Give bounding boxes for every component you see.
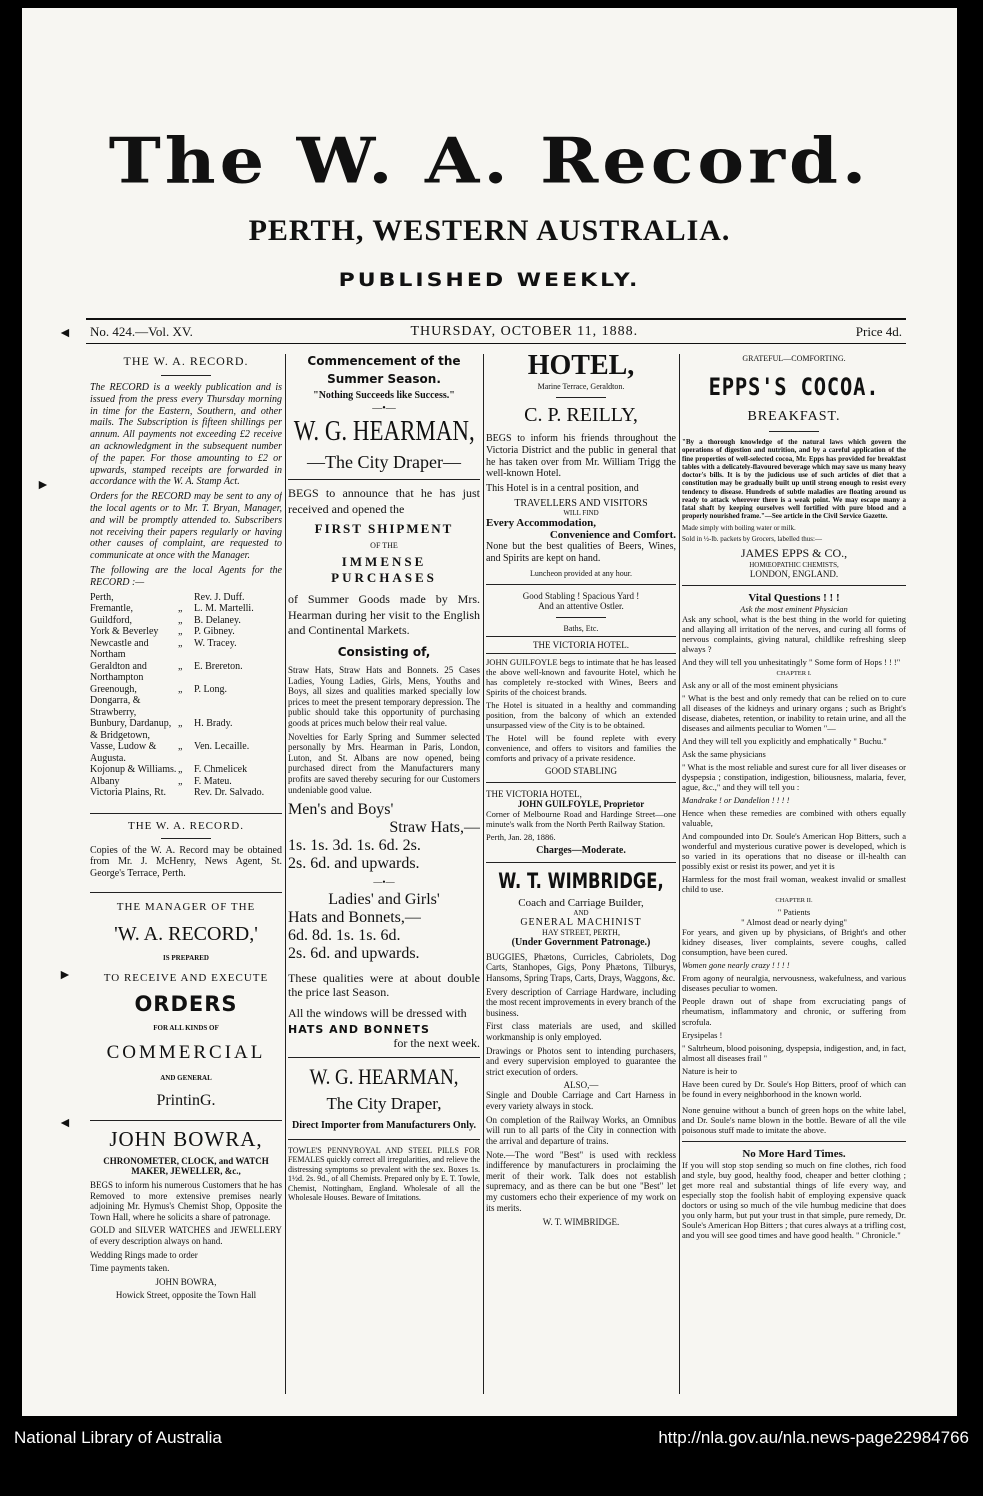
column-rule xyxy=(285,354,286,1394)
stabling: Good Stabling ! Spacious Yard ! xyxy=(522,590,640,601)
margin-mark: ◄ xyxy=(58,326,72,341)
reilly-name: C. P. REILLY, xyxy=(524,404,638,426)
victoria-address: Corner of Melbourne Road and Hardinge Street—one minute's walk from the North Perth Railway Station. xyxy=(486,808,676,829)
divider xyxy=(486,653,676,654)
london-england: LONDON, ENGLAND. xyxy=(749,569,839,579)
wimbridge-para-2: Every description of Carriage Hardware, including the most recent improvements in every branch of the business. xyxy=(486,986,676,1018)
hearman-para-2: of Summer Goods made by Mrs. Hearman during her visit to the English and Continental Markets. xyxy=(288,592,480,638)
manager-line-5: ORDERS xyxy=(134,991,238,1016)
of-the: OF THE xyxy=(370,541,398,551)
divider xyxy=(90,892,282,893)
hats-and-bonnets: HATS AND BONNETS xyxy=(288,1022,430,1036)
margin-mark: ► xyxy=(58,968,72,983)
divider xyxy=(486,584,676,585)
hearman-para-6: All the windows will be dressed with xyxy=(288,1005,467,1020)
wimbridge-para-3: First class materials are used, and skilled workmanship is only employed. xyxy=(486,1021,676,1043)
epps-cocoa: EPPS'S COCOA. xyxy=(708,373,880,401)
divider xyxy=(486,862,676,863)
hop-para-1: Ask any school, what is the best thing in the world for quieting and allaying all irritation of the nerves, and curing all forms of nervous complaints, giving natural, childlike refreshing sleep always ? xyxy=(682,614,906,655)
agent-row: York & Beverley „ P. Gibney. xyxy=(90,626,235,638)
column-1 xyxy=(90,348,282,1398)
divider xyxy=(288,1057,480,1058)
hop-para-17: People drawn out of shape from excruciating pangs of rheumatism, inflammatory and chronic, or suffering from scrofula. xyxy=(682,996,906,1027)
hop-para-2: And they will tell you unhesitatingly " Some form of Hops ! ! !" xyxy=(682,657,901,668)
hop-para-11: Harmless for the most frail woman, weakest invalid or smallest child to use. xyxy=(682,874,906,895)
bowra-para-4: Time payments taken. xyxy=(90,1263,170,1274)
manager-line-2: 'W. A. RECORD,' xyxy=(114,922,258,945)
bowra-name: JOHN BOWRA, xyxy=(109,1126,263,1151)
manager-line-6: FOR ALL KINDS OF xyxy=(153,1023,219,1032)
column-3 xyxy=(486,348,676,1398)
ladies-hats-2: Hats and Bonnets,— xyxy=(288,909,421,927)
and: AND xyxy=(573,908,589,917)
hearman-draper-2: The City Draper, xyxy=(326,1093,442,1113)
hotel-heading: HOTEL, xyxy=(527,350,635,381)
hearman-para-4: Novelties for Early Spring and Summer selected personally by Mrs. Hearman in Paris, London, Luton, and St. Albans are now opened, being purchased direct from the Manufacturers many profits are saved thereby securing for our Customers undeniable good value. xyxy=(288,731,480,795)
hay-street: HAY STREET, PERTH, xyxy=(542,927,620,937)
chapter-1: CHAPTER I. xyxy=(776,670,812,678)
wimbridge-para-4: Drawings or Photos sent to intending purchasers, and every supervision employed to guarantee the strict execution of orders. xyxy=(486,1045,676,1077)
hop-para-19: " Saltrheum, blood poisoning, dyspepsia, indigestion, and, in fact, almost all diseases frail " xyxy=(682,1042,906,1063)
divider xyxy=(288,479,480,480)
bowra-signature: JOHN BOWRA, xyxy=(155,1276,217,1287)
epps-para-1: "By a thorough knowledge of the natural laws which govern the operations of digestion and nutrition, and by a careful application of the fine properties of well-selected cocoa, Mr. Epps has provided for breakfast tables with a delicately-flavoured beverage which may save us many heavy doctor's bills. It is by the judicious use of such articles of diet that a constitution may be gradually built up until strong enough to resist every tendency to disease. Hundreds of subtle maladies are floating around us ready to attack wherever there is a weak point. We may escape many a fatal shaft by keeping ourselves well fortified with pure blood and a properly nourished frame."—See article in the Civil Service Gazette. xyxy=(682,438,906,521)
margin-mark: ► xyxy=(36,478,50,493)
archive-name: National Library of Australia xyxy=(14,1428,222,1447)
record-heading: THE W. A. RECORD. xyxy=(123,354,249,368)
hop-para-7: " What is the most reliable and surest cure for all liver diseases or dyspepsia ; constipation, indigestion, biliousness, malaria, fever, ague, &c.," and they will tell you : xyxy=(682,762,906,793)
divider xyxy=(486,782,676,783)
bowra-trade: CHRONOMETER, CLOCK, and WATCH MAKER, JEWELLER, &c., xyxy=(103,1155,269,1176)
agent-row: Greenough, Dongarra, & Strawberry, „ P. Long. xyxy=(90,683,228,718)
wimbridge-para-5: Single and Double Carriage and Cart Harness in every variety always in stock. xyxy=(486,1090,676,1112)
hearman-head-2: Summer Season. xyxy=(327,372,441,386)
issue-date: THURSDAY, OCTOBER 11, 1888. xyxy=(410,323,639,339)
consisting-of: Consisting of, xyxy=(337,644,431,659)
hotel-para-1: BEGS to inform his friends throughout the Victoria District and the public in general that he has taken over from Mr. William Trigg the well-known Hotel. xyxy=(486,433,676,480)
manager-line-4: TO RECEIVE AND EXECUTE xyxy=(103,971,269,984)
hop-para-22: None genuine without a bunch of green hops on the white label, and Dr. Soule's name blown in the bottle. Beware of all the vile poisonous stuff made to imitate the above. xyxy=(682,1104,906,1135)
hearman-name-2: W. G. HEARMAN, xyxy=(309,1063,459,1089)
column-4 xyxy=(682,348,906,1398)
divider xyxy=(486,636,676,637)
hop-para-10: And compounded into Dr. Soule's American Hop Bitters, such a wonderful and mysterious curative power is developed, which is so varied in its operations that no disease or ill-health can possibly exist or resist its power, and yet it is xyxy=(682,831,906,872)
hop-para-20: Nature is heir to xyxy=(682,1065,737,1076)
victoria-hotel-2: THE VICTORIA HOTEL, xyxy=(486,788,582,799)
manager-line-9: PrintinG. xyxy=(156,1091,216,1109)
agent-row: Vasse, Ludow & Augusta. „ Ven. Lecaille. xyxy=(90,741,250,764)
government-patronage: (Under Government Patronage.) xyxy=(511,936,651,948)
bowra-para-1: BEGS to inform his numerous Customers that he has Removed to more extensive premises nearly adjoining Mr. Hymus's Chemist Shop, Opposite the Town Hall, where he solicits a share of patronage. xyxy=(90,1179,282,1222)
travellers: TRAVELLERS AND VISITORS xyxy=(514,497,648,509)
manager-line-8: AND GENERAL xyxy=(160,1073,212,1082)
victoria-hotel: THE VICTORIA HOTEL. xyxy=(533,639,629,650)
hotel-para-2: This Hotel is in a central position, and xyxy=(486,483,639,495)
no-more-hard-times: No More Hard Times. xyxy=(742,1147,846,1160)
divider xyxy=(682,585,906,586)
grateful-comforting: GRATEFUL—COMFORTING. xyxy=(742,354,846,363)
record-para-1: The RECORD is a weekly publication and is issued from the press every Thursday morning in time for the Eastern, Southern, and other mails. The Subscription is fifteen shillings per annum. All payments not exceeding £2 receive an acknowledgment in the subsequent number of the paper. For those amounting to £2 or upwards, stamped receipts are forwarded in accordance with the W. A. Stamp Act. xyxy=(90,382,282,488)
good-stabling: GOOD STABLING xyxy=(544,765,618,776)
every-accommodation: Every Accommodation, xyxy=(486,516,596,529)
hop-para-3: Ask any or all of the most eminent physicians xyxy=(682,680,838,691)
ladies-hats-1: Ladies' and Girls' xyxy=(328,891,440,909)
manager-line-7: COMMERCIAL xyxy=(106,1041,266,1063)
hop-para-9: Hence when these remedies are combined with others equally valuable, xyxy=(682,808,906,829)
newspaper-subtitle: PERTH, WESTERN AUSTRALIA. xyxy=(248,214,731,247)
divider xyxy=(161,375,211,376)
divider xyxy=(682,1141,906,1142)
vital-questions: Vital Questions ! ! ! xyxy=(748,592,840,604)
dateline xyxy=(86,318,906,344)
agent-row: Bunbury, Dardanup, & Bridgetown, „ H. Brady. xyxy=(90,718,233,741)
coach-builder: Coach and Carriage Builder, xyxy=(518,896,644,909)
column-2: Commencement of the Summer Season. "Nothing Succeeds like Success." —•— W. G. HEARMAN, —The City Draper— BEGS to announce that he has just received and opened the FIRST SHIPMENT OF THE IMMENSE PURCHASES of Summer Goods made by Mrs. Hearman during her visit to the English and Continental Markets. Consisting of, Straw Hats, Straw Hats and Bonnets. 25 Cases Ladies, Young Ladies, Girls, Mens, Youths and Boys, all sizes and qualities marked specially low prices to meet the present temporary depression. The public should take this opportunity of purchasing goods at prices much below their real value. Novelties for Early Spring and Summer selected personally by Mrs. Hearman in Paris, London, Luton, and St. Albans are now opened, being purchased direct from the Manufacturers many profits are saved thereby securing for our Customers undeniable good value. Men's and Boys' Straw Hats,— 1s. 1s. 3d. 1s. 6d. 2s. 2s. 6d. and upwards. —•— Ladies' and Girls' Hats and Bonnets,— 6d. 8d. 1s. 1s. 6d. 2s. 6d. and upwards. These qualities were at about double the price last Season. All the windows will be dressed with HATS AND BONNETS for the next week. W. G. HEARMAN, The City Draper, Direct Importer from Manufacturers Only. TOWLE'S PENNYROYAL AND STEEL PILLS FOR FEMALES quickly correct all irregularities, and relieve the distressing symptoms so prevalent with the sex. Boxes 1s. 1½d. 2s. 9d., of all Chemists. Prepared only by E. T. Towle, Chemist, Nottingham, England. Wholesale of all the Wholesale Houses. Beware of Imitations. xyxy=(288,354,480,1202)
wimbridge-para-6: On completion of the Railway Works, an Omnibus will run to all parts of the City in connection with the arrival and departure of trains. xyxy=(486,1114,676,1146)
ostler: And an attentive Ostler. xyxy=(538,600,624,611)
mens-hats-1: Men's and Boys' xyxy=(288,801,394,819)
hop-para-5: And they will tell you explicitly and emphatically " Buchu." xyxy=(682,736,887,747)
ladies-hats-4: 2s. 6d. and upwards. xyxy=(288,945,420,963)
hop-para-16: From agony of neuralgia, nervousness, wakefulness, and various diseases peculiar to women. xyxy=(682,973,906,994)
direct-importer: Direct Importer from Manufacturers Only. xyxy=(292,1119,476,1131)
record-para-2: Orders for the RECORD may be sent to any of the local agents or to Mr. T. Bryan, Manager, and will be promptly attended to. Subscribers not receiving their papers regularly or having other causes of complaint, are requested to communicate at once with the Manager. xyxy=(90,491,282,562)
hearman-draper: —The City Draper— xyxy=(307,452,461,472)
issue-number: No. 424.—Vol. XV. xyxy=(90,323,193,339)
immense-purchases: IMMENSE PURCHASES xyxy=(331,554,437,586)
hotel-para-3: None but the best qualities of Beers, Wines, and Spirits are kept on hand. xyxy=(486,540,676,564)
wimbridge-note: Note.—The word "Best" is used with reckless indifference by manufacturers in proclaiming the merit of their work. Talk does not establish supremacy, and as there can be but one "Best" let my customers echo their experience of my work on its merits. xyxy=(486,1149,676,1213)
record-copies-para: Copies of the W. A. Record may be obtained from Mr. J. McHenry, News Agent, St. George's Terrace, Perth. xyxy=(90,844,282,880)
agent-row: Newcastle and Northam „ W. Tracey. xyxy=(90,637,237,661)
general-machinist: GENERAL MACHINIST xyxy=(520,916,642,928)
divider xyxy=(556,397,606,398)
will-find: WILL FIND xyxy=(563,508,599,517)
victoria-para-2: The Hotel is situated in a healthy and commanding position, from the balcony of which an extended unsurpassed view of the City is to be obtained. xyxy=(486,699,676,730)
bowra-para-2: GOLD and SILVER WATCHES and JEWELLERY of every description always on hand. xyxy=(90,1225,282,1246)
convenience-comfort: Convenience and Comfort. xyxy=(549,528,676,541)
record-heading-2: THE W. A. RECORD. xyxy=(127,819,244,832)
wimbridge-signature: W. T. WIMBRIDGE. xyxy=(542,1217,620,1228)
columns xyxy=(90,348,906,1398)
wimbridge-name: W. T. WIMBRIDGE, xyxy=(498,868,664,893)
mens-hats-2: Straw Hats,— xyxy=(389,819,480,837)
epps-para-2: Made simply with boiling water or milk. xyxy=(682,523,796,532)
divider xyxy=(90,1120,282,1121)
victoria-para-3: The Hotel will be found replete with every convenience, and offers to visitors and families the comforts and privacy of a private residence. xyxy=(486,732,676,763)
hop-para-6: Ask the same physicians xyxy=(682,749,766,760)
bowra-para-3: Wedding Rings made to order xyxy=(90,1249,198,1260)
ladies-hats-3: 6d. 8d. 1s. 1s. 6d. xyxy=(288,927,401,945)
newspaper-page xyxy=(22,8,957,1416)
mens-hats-3: 1s. 1s. 3d. 1s. 6d. 2s. xyxy=(288,837,421,855)
agent-row: Guildford, „ B. Delaney. xyxy=(90,614,241,626)
next-week: for the next week. xyxy=(393,1035,480,1050)
james-epps: JAMES EPPS & CO., xyxy=(740,546,848,560)
towle-advert: TOWLE'S PENNYROYAL AND STEEL PILLS FOR FEMALES quickly correct all irregularities, and relieve the distressing symptoms so prevalent with the sex. Boxes 1s. 1½d. 2s. 9d., of all Chemists. Prepared only by E. T. Towle, Chemist, Nottingham, England. Wholesale of all the Wholesale Houses. Beware of Imitations. xyxy=(288,1145,480,1202)
first-shipment: FIRST SHIPMENT xyxy=(314,521,454,537)
masthead xyxy=(22,123,957,293)
column-rule xyxy=(679,354,680,1394)
guilfoyle-proprietor: JOHN GUILFOYLE, Proprietor xyxy=(517,798,645,809)
hop-para-21: Have been cured by Dr. Soule's Hop Bitters, proof of which can be found in every neighborhood in the known world. xyxy=(682,1078,906,1099)
agent-row: Kojonup & Williams. „ F. Chmelicek xyxy=(90,764,248,776)
agent-row: Geraldton and Northampton „ E. Brereton. xyxy=(90,660,243,684)
victoria-para-1: JOHN GUILFOYLE begs to intimate that he has leased the above well-known and favourite Hotel, which he has completely re-stocked with Wines, Beers and Spirits of the choicest brands. xyxy=(486,656,676,697)
agent-row: Fremantle, „ L. M. Martelli. xyxy=(90,603,254,615)
hop-para-18: Erysipelas ! xyxy=(682,1029,723,1040)
hearman-head-1: Commencement of the xyxy=(307,354,461,368)
hop-para-14: For years, and given up by physicians, of Bright's and other kidney diseases, liver complaints, severe coughs, called consumption, have been cured. xyxy=(682,927,906,958)
publication-frequency: PUBLISHED WEEKLY. xyxy=(338,269,641,292)
margin-mark: ◄ xyxy=(58,1116,72,1131)
divider xyxy=(769,431,819,432)
hotel-location: Marine Terrace, Geraldton. xyxy=(537,382,625,391)
hearman-para-1: BEGS to announce that he has just received and opened the xyxy=(288,486,480,516)
hard-times-para: If you will stop stop sending so much on fine clothes, rich food and style, buy good, healthy food, cheaper and better clothing ; get more real and substantial things of life every way, and especially stop the foolish habit of employing expensive quack doctors or using so much of the vile humbug medicine that does you only harm, but put your trust in that simple, pure remedy, Dr. Soule's American Hop Bitters ; that cures always at a trifling cost, and you will see good times and have good health. " Chronicle." xyxy=(682,1159,906,1240)
agent-row: Perth, Rev. J. Duff. xyxy=(90,591,245,603)
issue-price: Price 4d. xyxy=(855,323,902,339)
record-para-3: The following are the local Agents for the RECORD :— xyxy=(90,564,282,588)
divider xyxy=(161,838,211,839)
hop-para-13: " Almost dead or nearly dying" xyxy=(741,917,847,928)
baths: Baths, Etc. xyxy=(563,623,599,633)
agent-row: Victoria Plains, Rt. Rev. Dr. Salvado. xyxy=(90,787,265,799)
archive-footer xyxy=(0,1428,983,1456)
archive-url[interactable]: http://nla.gov.au/nla.news-page22984766 xyxy=(658,1428,969,1447)
ask-physician: Ask the most eminent Physician xyxy=(740,604,848,614)
bowra-address: Howick Street, opposite the Town Hall xyxy=(115,1290,257,1301)
divider xyxy=(556,617,606,618)
also: ALSO,— xyxy=(563,1080,599,1091)
epps-para-3: Sold in ½-lb. packets by Grocers, labelled thus:— xyxy=(682,534,822,543)
breakfast: BREAKFAST. xyxy=(747,409,841,424)
hearman-para-5: These qualities were at about double the price last Season. xyxy=(288,971,480,1000)
wimbridge-para-1: BUGGIES, Phætons, Curricles, Cabriolets, Dog Carts, Stanhopes, Gigs, Pony Phætons, Tilburys, Hansoms, Spring Traps, Carts, Drays, Waggons, &c. xyxy=(486,951,676,983)
luncheon: Luncheon provided at any hour. xyxy=(530,568,632,578)
mens-hats-4: 2s. 6d. and upwards. xyxy=(288,855,420,873)
hearman-para-3: Straw Hats, Straw Hats and Bonnets. 25 Cases Ladies, Young Ladies, Girls, Mens, Youths and Boys, all sizes and qualities marked specially low prices to meet the present temporary depression. The public should take this opportunity of purchasing goods at prices much below their real value. xyxy=(288,664,480,729)
column-rule xyxy=(483,354,484,1394)
hearman-name: W. G. HEARMAN, xyxy=(293,416,475,447)
hop-para-4: " What is the best and only remedy that can be relied on to cure all diseases of the kidneys and urinary organs ; such as Bright's disease, diabetes, retention, or inability to retain urine, and all the diseases and ailments peculiar to Women "— xyxy=(682,693,906,734)
charges-moderate: Charges—Moderate. xyxy=(536,844,626,856)
divider xyxy=(90,813,282,814)
hop-para-15: Women gone nearly crazy ! ! ! ! xyxy=(682,960,790,971)
hearman-quote: "Nothing Succeeds like Success." xyxy=(313,390,455,401)
divider xyxy=(288,1139,480,1140)
hop-para-8: Mandrake ! or Dandelion ! ! ! ! xyxy=(682,795,790,806)
manager-line-1: THE MANAGER OF THE xyxy=(116,900,256,913)
homeopathic-chemists: HOMŒOPATHIC CHEMISTS, xyxy=(749,561,839,569)
chapter-2: CHAPTER II. xyxy=(775,897,813,905)
newspaper-title: The W. A. Record. xyxy=(108,123,871,198)
agents-list xyxy=(90,592,282,799)
victoria-date: Perth, Jan. 28, 1886. xyxy=(486,831,556,842)
manager-line-3: IS PREPARED xyxy=(163,953,209,962)
hop-para-12: " Patients xyxy=(777,907,811,918)
agent-row: Albany „ F. Mateu. xyxy=(90,775,232,787)
